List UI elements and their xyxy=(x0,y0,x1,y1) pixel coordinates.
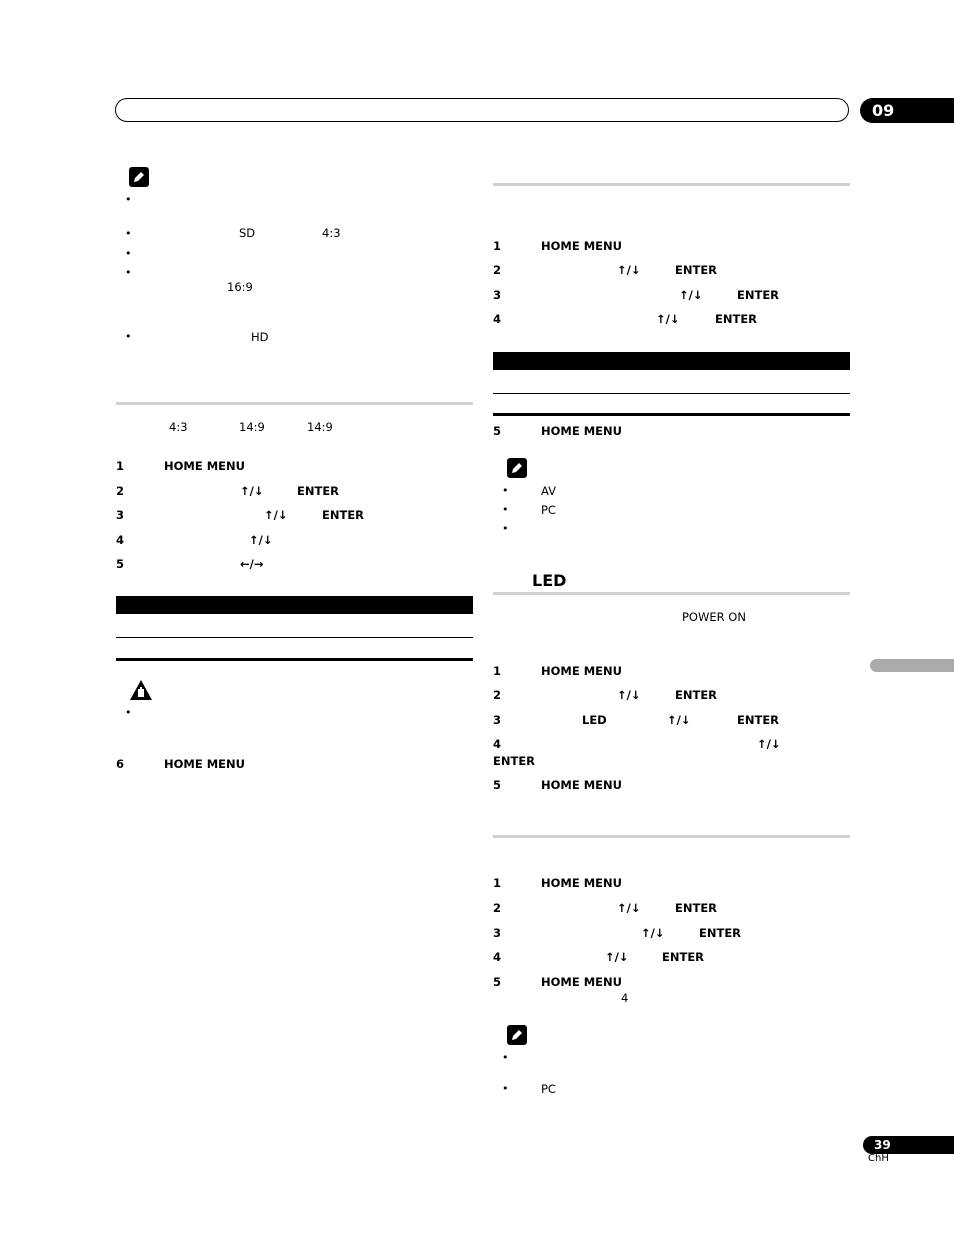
up-down-arrows-icon: ↑/↓ xyxy=(605,950,629,964)
note-pencil-icon xyxy=(129,167,149,187)
side-index-tab xyxy=(870,659,954,672)
note-text-widescreen: 16:9 xyxy=(227,280,253,294)
step-number: 3 xyxy=(493,288,502,302)
up-down-arrows-icon: ↑/↓ xyxy=(641,926,665,940)
section-rule xyxy=(116,402,473,405)
home-menu-label: HOME MENU xyxy=(164,459,245,473)
led-section-heading: LED xyxy=(532,571,567,590)
up-down-arrows-icon: ↑/↓ xyxy=(617,263,641,277)
note-text-ratio: 4:3 xyxy=(322,226,341,240)
step-number: 5 xyxy=(493,975,502,989)
enter-label: ENTER xyxy=(699,926,742,940)
section-rule xyxy=(493,592,850,595)
step-number: 3 xyxy=(493,926,502,940)
step-number: 1 xyxy=(493,876,502,890)
home-menu-label: HOME MENU xyxy=(541,778,622,792)
chapter-header-bar xyxy=(115,98,849,122)
home-menu-label: HOME MENU xyxy=(164,757,245,771)
bullet: • xyxy=(125,227,132,240)
step-number: 1 xyxy=(493,664,502,678)
bullet: • xyxy=(125,247,132,260)
bullet: • xyxy=(125,330,132,343)
home-menu-label: HOME MENU xyxy=(541,876,622,890)
step-number: 2 xyxy=(493,688,502,702)
step-number: 3 xyxy=(116,508,125,522)
enter-label: ENTER xyxy=(675,688,718,702)
home-menu-label: HOME MENU xyxy=(541,664,622,678)
table-header-bar xyxy=(116,596,473,614)
bullet: • xyxy=(502,503,509,516)
up-down-arrows-icon: ↑/↓ xyxy=(264,508,288,522)
up-down-arrows-icon: ↑/↓ xyxy=(757,737,781,751)
table-bottom-rule xyxy=(493,413,850,416)
ratio-text: 4:3 xyxy=(169,420,188,434)
bullet: • xyxy=(502,1051,509,1064)
page-number-tab: 39 xyxy=(863,1136,954,1154)
note-pencil-icon xyxy=(507,458,527,478)
table-row-rule xyxy=(116,637,473,638)
step-number: 2 xyxy=(116,484,125,498)
table-header-bar xyxy=(493,352,850,370)
up-down-arrows-icon: ↑/↓ xyxy=(617,901,641,915)
note-text-av: AV xyxy=(541,484,556,498)
bullet: • xyxy=(125,193,132,206)
caution-hand-icon xyxy=(129,679,153,701)
step-number: 1 xyxy=(116,459,125,473)
up-down-arrows-icon: ↑/↓ xyxy=(617,688,641,702)
enter-label: ENTER xyxy=(675,263,718,277)
section-rule xyxy=(493,183,850,186)
step-number: 2 xyxy=(493,263,502,277)
bullet: • xyxy=(125,706,132,719)
table-bottom-rule xyxy=(116,658,473,661)
up-down-arrows-icon: ↑/↓ xyxy=(656,312,680,326)
step-sub-number: 4 xyxy=(621,991,629,1005)
language-code: ChH xyxy=(868,1153,889,1164)
section-rule xyxy=(493,835,850,838)
step-number: 4 xyxy=(493,737,502,751)
step-number: 4 xyxy=(116,533,125,547)
enter-label: ENTER xyxy=(662,950,705,964)
home-menu-label: HOME MENU xyxy=(541,975,622,989)
ratio-text: 14:9 xyxy=(239,420,265,434)
enter-label: ENTER xyxy=(297,484,340,498)
enter-label: ENTER xyxy=(737,288,780,302)
bullet: • xyxy=(502,1082,509,1095)
note-text-sd: SD xyxy=(239,226,256,240)
up-down-arrows-icon: ↑/↓ xyxy=(249,533,273,547)
step-number: 3 xyxy=(493,713,502,727)
enter-label: ENTER xyxy=(493,754,536,768)
step-number: 2 xyxy=(493,901,502,915)
step-number: 6 xyxy=(116,757,125,771)
left-right-arrows-icon: ←/→ xyxy=(240,557,264,571)
note-text-pc: PC xyxy=(541,503,556,517)
ratio-text: 14:9 xyxy=(307,420,333,434)
enter-label: ENTER xyxy=(322,508,365,522)
bullet: • xyxy=(125,266,132,279)
note-text-pc: PC xyxy=(541,1082,556,1096)
step-number: 5 xyxy=(493,424,502,438)
home-menu-label: HOME MENU xyxy=(541,239,622,253)
step-number: 5 xyxy=(493,778,502,792)
bullet: • xyxy=(502,522,509,535)
step-number: 5 xyxy=(116,557,125,571)
up-down-arrows-icon: ↑/↓ xyxy=(679,288,703,302)
bullet: • xyxy=(502,484,509,497)
power-on-text: POWER ON xyxy=(682,610,746,624)
home-menu-label: HOME MENU xyxy=(541,424,622,438)
up-down-arrows-icon: ↑/↓ xyxy=(240,484,264,498)
note-pencil-icon xyxy=(507,1025,527,1045)
step-number: 4 xyxy=(493,950,502,964)
up-down-arrows-icon: ↑/↓ xyxy=(667,713,691,727)
step-number: 4 xyxy=(493,312,502,326)
enter-label: ENTER xyxy=(715,312,758,326)
chapter-number-tab: 09 xyxy=(860,98,954,123)
led-label: LED xyxy=(582,713,607,727)
note-text-hd: HD xyxy=(251,330,269,344)
enter-label: ENTER xyxy=(737,713,780,727)
enter-label: ENTER xyxy=(675,901,718,915)
step-number: 1 xyxy=(493,239,502,253)
table-row-rule xyxy=(493,393,850,394)
